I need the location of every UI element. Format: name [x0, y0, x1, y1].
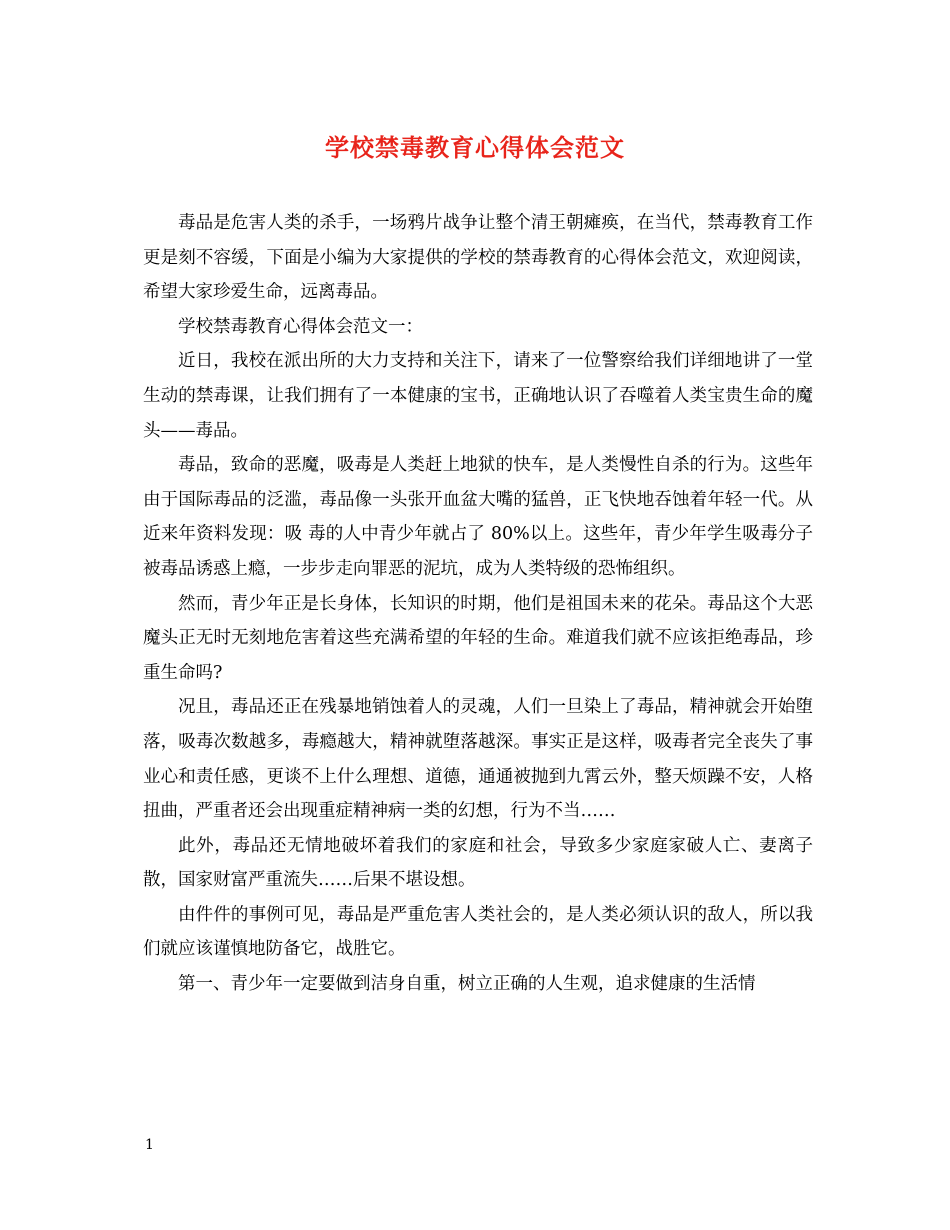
paragraph-intro: 毒品是危害人类的杀手，一场鸦片战争让整个清王朝瘫痪，在当代，禁毒教育工作更是刻不容缓，下面是小编为大家提供的学校的禁毒教育的心得体会范文，欢迎阅读，希望大家珍爱生命，远离毒品。: [143, 213, 813, 303]
paragraph-section-heading: 学校禁毒教育心得体会范文一：: [178, 316, 423, 337]
paragraph: 毒品，致命的恶魔，吸毒是人类赶上地狱的快车，是人类慢性自杀的行为。这些年由于国际毒品的泛滥，毒品像一头张开血盆大嘴的猛兽，正飞快地吞蚀着年轻一代。从近来年资料发现：吸 毒的人中青少年就占了 80%以上。这些年，青少年学生吸毒分子被毒品诱惑上瘾，一步步走向罪恶的泥坑，成为人类特级的恐怖组织。: [143, 455, 813, 579]
document-title: 学校禁毒教育心得体会范文: [325, 133, 625, 162]
page-number: 1: [145, 1137, 154, 1153]
paragraph: 然而，青少年正是长身体，长知识的时期，他们是祖国未来的花朵。毒品这个大恶魔头正无时无刻地危害着这些充满希望的年轻的生命。难道我们就不应该拒绝毒品，珍重生命吗?: [143, 593, 813, 683]
paragraph: 第一、青少年一定要做到洁身自重，树立正确的人生观，追求健康的生活情: [178, 974, 756, 995]
paragraph: 此外，毒品还无情地破坏着我们的家庭和社会，导致多少家庭家破人亡、妻离子散，国家财富严重流失……后果不堪设想。: [143, 835, 813, 891]
paragraph: 况且，毒品还正在残暴地销蚀着人的灵魂，人们一旦染上了毒品，精神就会开始堕落，吸毒次数越多，毒瘾越大，精神就堕落越深。事实正是这样，吸毒者完全丧失了事业心和责任感，更谈不上什么理想、道德，通通被抛到九霄云外，整天烦躁不安，人格扭曲，严重者还会出现重症精神病一类的幻想，行为不当……: [143, 697, 813, 822]
paragraph: 由件件的事例可见，毒品是严重危害人类社会的，是人类必须认识的敌人，所以我们就应该谨慎地防备它，战胜它。: [143, 904, 813, 960]
paragraph: 近日，我校在派出所的大力支持和关注下，请来了一位警察给我们详细地讲了一堂生动的禁毒课，让我们拥有了一本健康的宝书，正确地认识了吞噬着人类宝贵生命的魔头——毒品。: [143, 351, 813, 441]
document-body: [143, 206, 813, 1002]
